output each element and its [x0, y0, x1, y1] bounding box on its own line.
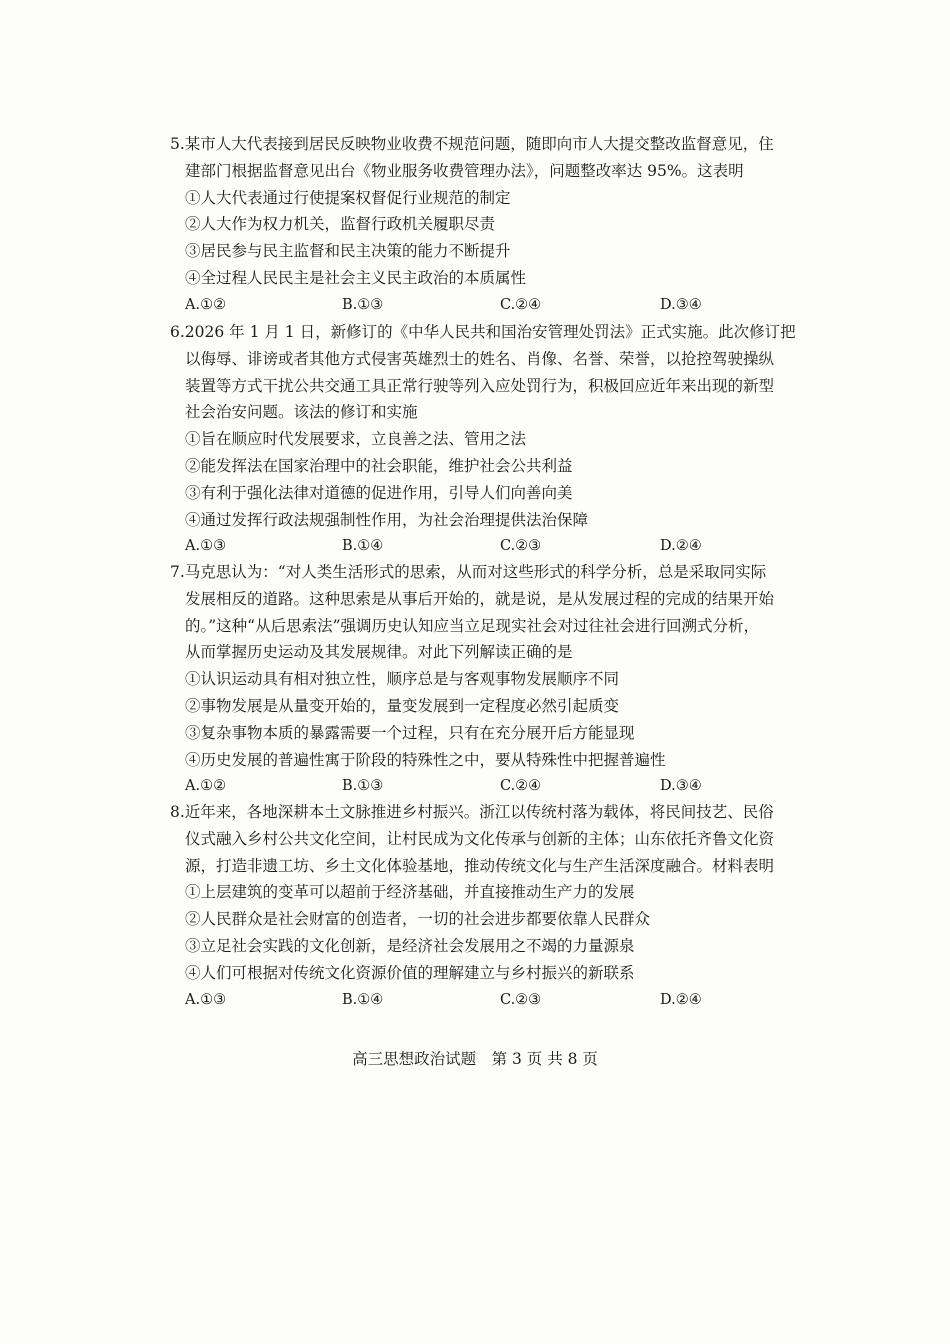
question-stem-line: 的。”这种“从后思索法”强调历史认知应当立足现实社会对过往社会进行回溯式分析， [185, 616, 760, 635]
question-5 [170, 131, 790, 319]
page-footer: 高三思想政治试题 第 3 页 共 8 页 [352, 1050, 598, 1068]
statement-1: ①人大代表通过行使提案权督促行业规范的制定 [185, 188, 511, 207]
question-stem-line: 社会治安问题。该法的修订和实施 [185, 403, 418, 422]
answer-c: C.②③ [500, 538, 542, 555]
question-stem-line: 8.近年来，各地深耕本土文脉推进乡村振兴。浙江以传统村落为载体，将民间技艺、民俗 [170, 803, 774, 821]
question-stem-line: 建部门根据监督意见出台《物业服务收费管理办法》，问题整改率达 95%。这表明 [185, 161, 744, 180]
answer-choices [170, 987, 790, 1014]
statement-2: ②事物发展是从量变开始的，量变发展到一定程度必然引起质变 [185, 696, 620, 715]
answer-b: B.①④ [342, 991, 384, 1008]
answer-b: B.①④ [342, 538, 384, 555]
statement-3: ③复杂事物本质的暴露需要一个过程，只有在充分展开后方能显现 [185, 723, 635, 742]
question-stem-line: 5.某市人大代表接到居民反映物业收费不规范问题，随即向市人大提交整改监督意见，住 [170, 135, 774, 153]
answer-d: D.②④ [660, 991, 702, 1008]
answer-c: C.②③ [500, 991, 542, 1008]
statement-3: ③立足社会实践的文化创新，是经济社会发展用之不竭的力量源泉 [185, 936, 635, 955]
answer-d: D.③④ [660, 296, 702, 313]
answer-b: B.①③ [342, 778, 384, 795]
statement-1: ①认识运动具有相对独立性，顺序总是与客观事物发展顺序不同 [185, 670, 620, 689]
question-8 [170, 799, 790, 1013]
question-7 [170, 559, 790, 800]
answer-c: C.②④ [500, 296, 542, 313]
answer-c: C.②④ [500, 778, 542, 795]
question-stem-line: 发展相反的道路。这种思索是从事后开始的，就是说，是从发展过程的完成的结果开始 [185, 589, 775, 608]
answer-choices [170, 292, 790, 319]
statement-3: ③有利于强化法律对道德的促进作用，引导人们向善向美 [185, 483, 573, 502]
statement-4: ④人们可根据对传统文化资源价值的理解建立与乡村振兴的新联系 [185, 963, 635, 982]
question-stem-line: 从而掌握历史运动及其发展规律。对此下列解读正确的是 [185, 643, 573, 662]
question-stem-line: 装置等方式干扰公共交通工具正常行驶等列入应处罚行为，积极回应近年来出现的新型 [185, 376, 775, 395]
question-stem-line: 以侮辱、诽谤或者其他方式侵害英雄烈士的姓名、肖像、名誉、荣誉，以抢控驾驶操纵 [185, 349, 775, 368]
statement-2: ②人民群众是社会财富的创造者，一切的社会进步都要依靠人民群众 [185, 910, 651, 929]
statement-2: ②能发挥法在国家治理中的社会职能，维护社会公共利益 [185, 456, 573, 475]
statement-4: ④历史发展的普遍性寓于阶段的特殊性之中，要从特殊性中把握普遍性 [185, 750, 666, 769]
statement-2: ②人大作为权力机关，监督行政机关履职尽责 [185, 215, 496, 234]
statement-4: ④通过发挥行政法规强制性作用，为社会治理提供法治保障 [185, 510, 589, 529]
statement-4: ④全过程人民民主是社会主义民主政治的本质属性 [185, 268, 527, 287]
statement-1: ①旨在顺应时代发展要求，立良善之法、管用之法 [185, 430, 527, 449]
question-stem-line: 6.2026 年 1 月 1 日，新修订的《中华人民共和国治安管理处罚法》正式实施。此次修订把 [170, 323, 796, 341]
question-stem-line: 仪式融入乡村公共文化空间，让村民成为文化传承与创新的主体；山东依托齐鲁文化资 [185, 829, 775, 848]
answer-d: D.②④ [660, 538, 702, 555]
question-6 [170, 319, 796, 560]
statement-1: ①上层建筑的变革可以超前于经济基础，并直接推动生产力的发展 [185, 883, 635, 902]
question-stem-line: 7.马克思认为：“对人类生活形式的思索，从而对这些形式的科学分析，总是采取同实际 [170, 563, 767, 581]
answer-a: A.①② [185, 296, 227, 313]
answer-choices [170, 533, 790, 560]
answer-b: B.①③ [342, 296, 384, 313]
answer-d: D.③④ [660, 778, 702, 795]
answer-a: A.①③ [185, 538, 227, 555]
answer-a: A.①③ [185, 991, 227, 1008]
statement-3: ③居民参与民主监督和民主决策的能力不断提升 [185, 242, 511, 261]
question-stem-line: 源，打造非遗工坊、乡土文化体验基地，推动传统文化与生产生活深度融合。材料表明 [185, 856, 775, 875]
answer-a: A.①② [185, 778, 227, 795]
answer-choices [170, 773, 790, 800]
